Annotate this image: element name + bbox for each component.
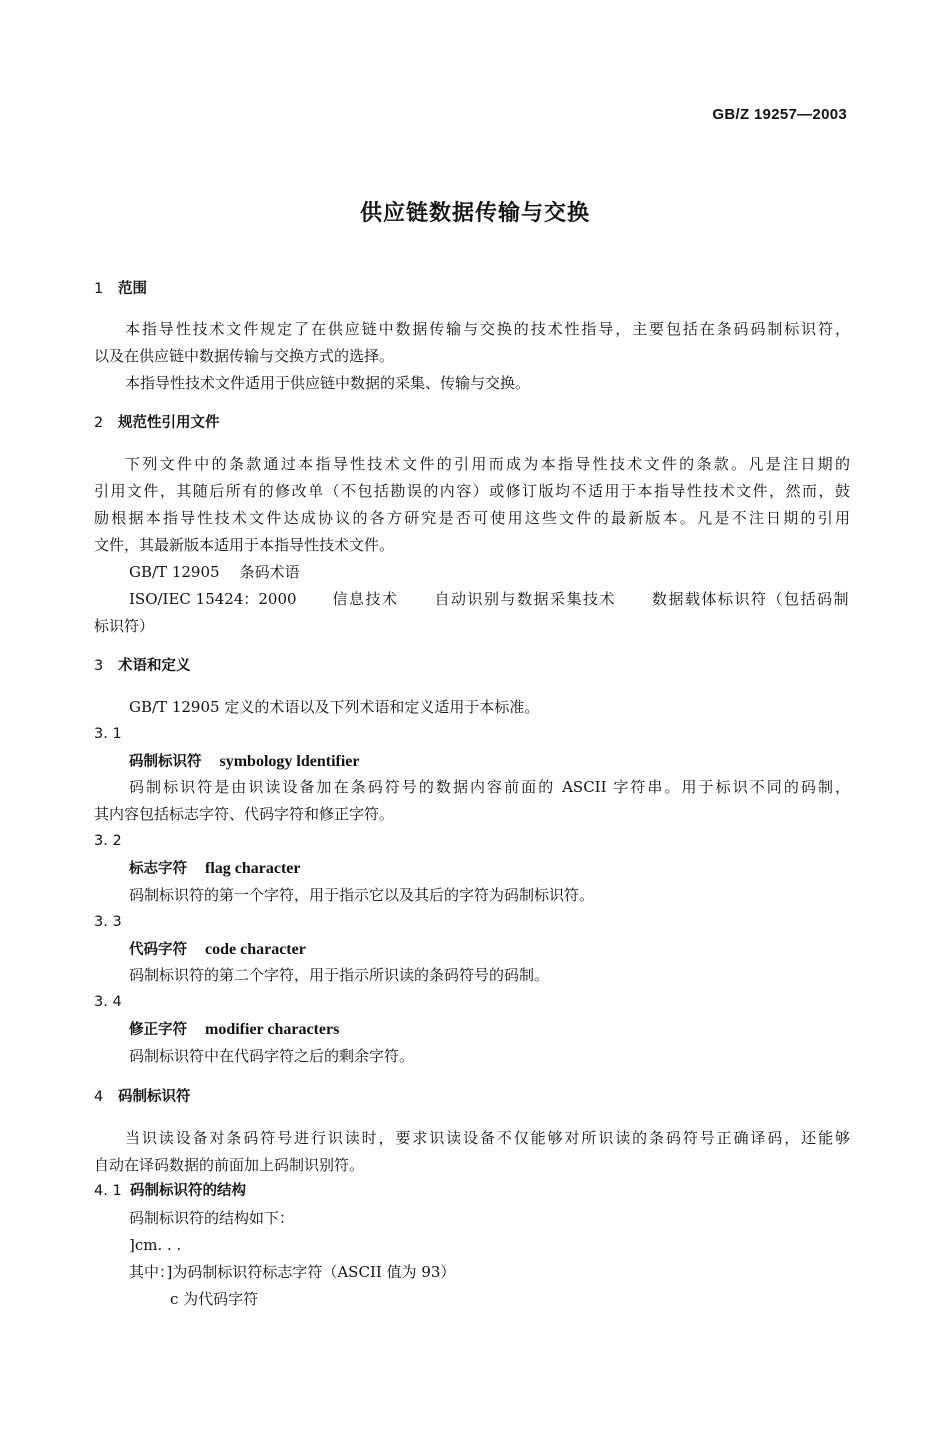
section-title: 规范性引用文件 [118, 415, 220, 431]
section-3-heading [94, 655, 191, 677]
paragraph-line: 引用文件，其随后所有的修改单（不包括勘误的内容）或修订版均不适用于本指导性技术文件，然而，鼓 [94, 482, 850, 500]
paragraph-line: 其内容包括标志字符、代码字符和修正字符。 [94, 805, 395, 823]
paragraph-line: 码制标识符是由识读设备加在条码符号的数据内容前面的 ASCII 字符串。用于标识不同的码制， [129, 778, 850, 796]
reference-2 [129, 588, 850, 610]
paragraph-line: 码制标识符的第二个字符，用于指示所识读的条码符号的码制。 [129, 966, 550, 984]
term-english: symbology ldentifier [219, 753, 360, 770]
subsection-4-1-heading [94, 1180, 246, 1202]
paragraph-line: GB/T 12905 定义的术语以及下列术语和定义适用于本标准。 [129, 698, 540, 716]
section-title: 码制标识符 [118, 1089, 191, 1105]
term-number: 3. 1 [94, 726, 122, 742]
section-number: 2 [94, 415, 104, 431]
term-chinese: 修正字符 [129, 1022, 187, 1038]
subsection-number: 4. 1 [94, 1183, 122, 1199]
paragraph-line: 其中：]为码制标识符标志字符（ASCII 值为 93） [129, 1263, 456, 1281]
paragraph-line: c 为代码字符 [170, 1290, 259, 1308]
paragraph-line: 励根据本指导性技术文件达成协议的各方研究是否可使用这些文件的最新版本。凡是不注日期的引用 [94, 509, 850, 527]
reference-title-part: 数据载体标识符（包括码制 [651, 590, 850, 608]
term-3-2 [129, 857, 301, 879]
term-chinese: 代码字符 [129, 942, 187, 958]
term-number: 3. 3 [94, 914, 122, 930]
paragraph-line: 当识读设备对条码符号进行识读时，要求识读设备不仅能够对所识读的条码符号正确译码，还能够 [125, 1129, 850, 1147]
section-title: 术语和定义 [118, 658, 191, 674]
term-3-3 [129, 938, 306, 960]
term-english: flag character [205, 860, 301, 877]
reference-1 [129, 561, 300, 583]
section-title: 范围 [118, 281, 147, 297]
reference-title: 条码术语 [239, 563, 300, 581]
term-chinese: 码制标识符 [129, 754, 202, 770]
section-1-heading [94, 278, 147, 300]
term-chinese: 标志字符 [129, 861, 187, 877]
reference-code: ISO/IEC 15424：2000 [129, 590, 297, 608]
paragraph-line: 文件，其最新版本适用于本指导性技术文件。 [94, 536, 395, 554]
paragraph-line: 本指导性技术文件适用于供应链中数据的采集、传输与交换。 [125, 374, 531, 392]
paragraph-line: 下列文件中的条款通过本指导性技术文件的引用而成为本指导性技术文件的条款。凡是注日期的 [125, 455, 850, 473]
paragraph-line: 码制标识符的第一个字符，用于指示它以及其后的字符为码制标识符。 [129, 886, 595, 904]
reference-2-continuation: 标识符） [94, 617, 155, 635]
reference-title-part: 信息技术 [332, 590, 399, 608]
standard-code: GB/Z 19257—2003 [712, 106, 847, 123]
term-number: 3. 2 [94, 833, 122, 849]
paragraph-line: 自动在译码数据的前面加上码制识别符。 [94, 1156, 365, 1174]
reference-code: GB/T 12905 [129, 563, 220, 581]
subsection-title: 码制标识符的结构 [130, 1183, 246, 1199]
term-english: modifier characters [205, 1021, 340, 1038]
paragraph-line: 码制标识符的结构如下： [129, 1209, 295, 1227]
section-number: 4 [94, 1089, 104, 1105]
section-number: 3 [94, 658, 104, 674]
paragraph-line: 以及在供应链中数据传输与交换方式的选择。 [94, 347, 395, 365]
section-2-heading [94, 412, 220, 434]
section-number: 1 [94, 281, 104, 297]
reference-title-part: 自动识别与数据采集技术 [434, 590, 617, 608]
format-line: ]cm. . . [129, 1236, 182, 1254]
term-english: code character [205, 941, 306, 958]
term-3-1 [129, 750, 360, 772]
paragraph-line: 本指导性技术文件规定了在供应链中数据传输与交换的技术性指导，主要包括在条码码制标识符， [125, 320, 850, 338]
paragraph-line: 码制标识符中在代码字符之后的剩余字符。 [129, 1047, 415, 1065]
term-3-4 [129, 1018, 339, 1040]
term-number: 3. 4 [94, 994, 122, 1010]
section-4-heading [94, 1086, 191, 1108]
document-title: 供应链数据传输与交换 [359, 201, 590, 226]
